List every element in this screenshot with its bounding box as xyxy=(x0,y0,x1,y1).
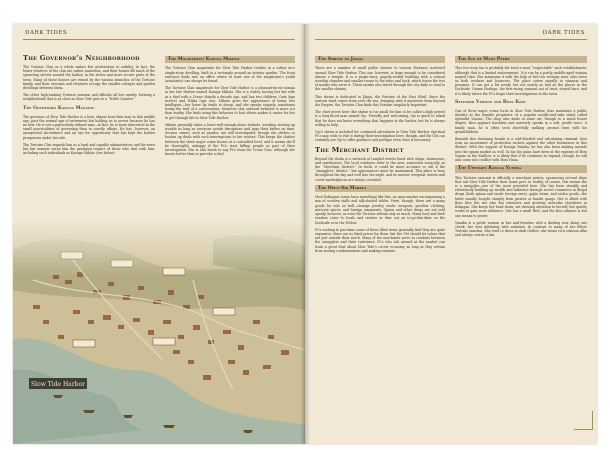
map-label: Slow Tide Harbor xyxy=(31,381,85,388)
section-title-merchant-district: The Merchant District xyxy=(315,145,404,154)
book-gutter xyxy=(300,24,310,444)
paragraph: Ojo’s shrine is included for continued adventures in Slow Tide Harbor. Spiritual PCs may wish to visit it during their investigation here, though, and the GM can certainly use Ojo to offer guidance and perhaps even clues if necessary. xyxy=(315,130,445,143)
paragraph: PCs wishing to purchase some of these illicit items generally find they are quite expensive; there are no fixed prices for them, but the GM should let values that are just outside their reach. Many of the merchants serve as conduits between the smugglers and their customers. PCs who ask around at the market can learn a great deal about Slow Tide’s covert economy, as long as they refrain from issuing condemnations and making enemies. xyxy=(315,227,445,253)
paragraph: Beyond the docks is a network of tangled streets lined with shops, businesses, and warehouses. The local residents refer to the area, somewhat ironically, as the “Merchant District.” In truth, it could be more accurate to call it the “smugglers’ district,” but appearances must be maintained. This place is busy throughout the day and well into the night, and its narrow, irregular streets and coved marketplaces are always crowded. xyxy=(315,156,445,182)
left-col-2 xyxy=(165,54,295,159)
paragraph: This shrine is dedicated to Jikoja, the Fortune of the East Wind. Since the eastern wind comes from over the sea, bringing with it mysteries from beyond the Empire, the Tortoise Clan finds this Fortune singularly important. xyxy=(315,94,445,108)
paragraph: The other high-ranking Tortoise samurai and officials all live nearby, forming a neighborhood that is as close as Slow Tide gets to a “Noble Quarter.” xyxy=(23,93,155,102)
paragraph: This Tortoise samurai is officially a merchant patron, sponsoring several ships that sail Slow Tide Harbor their home port. In reality, of course, this means she is a smuggler—one of the more powerful here. She has been steadily and relentlessly building up wealth and influence through secret commerce in illegal drugs (both opium and exotic foreign ones), gaijin items, and stolen goods—the latter usually bought cheaply from pirates or bandit gangs. She is allied with Boss Kiso but she also has extensive and growing networks elsewhere in Rokugan. She keeps her head down, not drawing attention to herself, but quietly works to gain more influence. She has a small fleet, and the Kiso alliance is but one means to power. xyxy=(455,175,587,218)
subheading-boss-kiso: Splendid Visions and Boss Kiso xyxy=(455,99,526,105)
subheading-governor: The Governor: Kasuga Magatsu xyxy=(23,105,95,111)
section-bar-shrine: The Shrine to Jikoja xyxy=(315,56,445,63)
paragraph: The chief priest here (the shrine is too small for him to be called a high priest) is a long-faced man named Ojo. Friendly and welcoming, Ojo is quick to admit that he does not know everything that happens in the harbor, but he is always willing to help. xyxy=(315,110,445,127)
section-bar-market: The Open-Air Market xyxy=(315,185,445,192)
section-bar-upstart: The Upstart: Kasuga Yumika xyxy=(455,165,587,172)
paragraph: The Tortoise Clan regards him as a loyal and capable administrator, and his stern but fair manner earns him the grudging respect of those who deal with him, including such individuals as Kasuga Mikoto (see below). xyxy=(23,142,155,156)
paragraph: Yumika is a petite woman in her mid-twenties with a dueling scar along one cheek, her eyes glittering with ambition. In contrast to many of her fellow Tortoise samurai, who tend to dress in dark clothes, she wears rich crimson silks and always carries a fan. xyxy=(455,220,587,238)
paragraph: One of three major crime lords in Slow Tide Harbor, Kiso maintains a public identity as the humble proprietor of a popular noodle-and-sake stand called Splendid Visions. The shop also deals in some art, though to a much lesser degree. Kiso appears harmless and narrowly speaks in a soft, gentle voice. A family man, he is often seen cheerfully walking around town with his grandchildren. xyxy=(455,108,587,134)
section-bar-magistrate: The Magistrate: Kasuga Mikoto xyxy=(165,56,295,63)
paragraph: The Tortoise Clan as a whole makes few pretensions to nobility. In fact, the lesser relatives of the clan are rather numerous, and their homes fill much of the sprawling streets around the harbor, in the richer and more secure parts of the town. Many of these houses are owned by the various branches of the Tortoise family, and their servants and retainers occupy the smaller cottages and garden dwellings between them. xyxy=(23,65,155,91)
paragraph: The governor of Slow Tide Harbor is a lean, almost bone-thin man in late middle age, past the normal age of retirement but holding on to power because he has no heir. He is not a particularly refined man—in fact, he is more interested in the small practicalities of governing than in courtly affairs. He has, however, an unexpected shrewdness and an eye for opportunity that has kept the harbor prosperous under his rule. xyxy=(23,114,155,140)
left-page xyxy=(13,24,305,444)
right-page xyxy=(305,24,597,444)
paragraph: Beneath this charming facade is a cold-blooded and calculating criminal. Kiso runs an assortment of protection rackets against the other businesses in this district. With the support of Kasuga Yumika, he has also been making inroads into the opium market as well. So far, his gains have been at the expense of Boss Yoguro in the Shallow; it is likely that if he continues to expand, though, he will also come into conflict with Boss Hana. xyxy=(455,137,587,163)
paragraph: There are a number of small public shrines to various Fortunes scattered around Slow Tide Harbor. This one, however, is large enough to be considered almost a temple. It is a single-story, pagoda-roofed building with a central worship chamber and smaller rooms to the sides and back, which house the two of monks who serve it. These monks also travel through the city daily to tend to the smaller shrines. xyxy=(315,66,445,92)
section-bar-inn: The Inn of Many Paths xyxy=(455,56,587,63)
right-col-1 xyxy=(315,54,445,256)
page-corner-ornament xyxy=(574,411,593,430)
left-col-1 xyxy=(23,54,155,158)
section-title-governor: The Governor’s Neighborhood xyxy=(23,54,140,62)
running-head-left: DARK TIDES xyxy=(25,30,68,36)
paragraph: The Tortoise Clan magistrate for Slow Tide Harbor resides in a rather nice single-story dwelling, built in a rectangle around an interior garden. The front entrance leads into an office where at least one of the magistrate’s yoriki (assistants) can always be found. xyxy=(165,66,295,84)
header-rule xyxy=(315,39,587,40)
paragraph: Mikoto generally takes a leave-well-enough-alone attitude, avoiding stirring up trouble as long as everyone avoids disruptions and pays their bribes on time. Serious crimes, such as murder, are still investigated, though she shelves or hushes up deals with such interruptions to her routine. This keeps the clashes between the three major crime bosses at a controlled level, and it means she’ll be thoroughly unhappy if the PCs start killing people as part of their investigation. She is also harsh to any PCs from the Crane Clan, although she knows better than to provoke a duel. xyxy=(165,122,295,157)
harbor-map-illustration xyxy=(13,220,305,444)
paragraph: This two-story inn is probably the town’s most “respectable” such establishment, although that is a limited endorsement. It is run by a portly, middle-aged woman named Otyu. She maintains it with the help of her two teenage sons, who serve as both workers and bouncers. The place caters equally to samurai and peasants. It can get a bit rowdy, but not nearly as bad as the places in the Dockside. Otome Hoshige, the first-rising samurai out of trust, stayed here, and it is likely where the PCs begin their investigations in the town. xyxy=(455,66,587,96)
header-rule xyxy=(23,39,295,40)
right-col-2 xyxy=(455,54,587,241)
paragraph: The Tortoise Clan magistrate for Slow Tide Harbor is a pleasant-faced woman in her late thirties named Kasuga Mikoto. She is a widow, having lost her wife in a duel with a Crane shinobi a decade ago, and has two children, Onia (age twelve) and Tokka (age ten). Mikoto gives the appearance of being less intelligent—her lower lip tends to droop, and she speaks vaguely, sometimes losing the trail of a conversation. However, this outward behavior is more act than reality. She finds using this behavior to bait others makes it easier for her to get through life in Slow Tide Harbor. xyxy=(165,86,295,120)
running-head-right: DARK TIDES xyxy=(542,30,585,36)
paragraph: Most Rokugani towns have something like this: an open market encompassing a mix of wooden stalls and silk-shaded tables. Here, though, there are a many goods for sale as well—strange jewelry, exotic weapons, peculiar clothing, intricate spices, and foreign ornaments. Opium and other drugs are not sold openly, however, as even the Tortoise refrain only so much. Many food and herb vendors cater to locals and visitors or dine out on to-go-dim-dims on the Dockside or in the Widow. xyxy=(315,195,445,225)
